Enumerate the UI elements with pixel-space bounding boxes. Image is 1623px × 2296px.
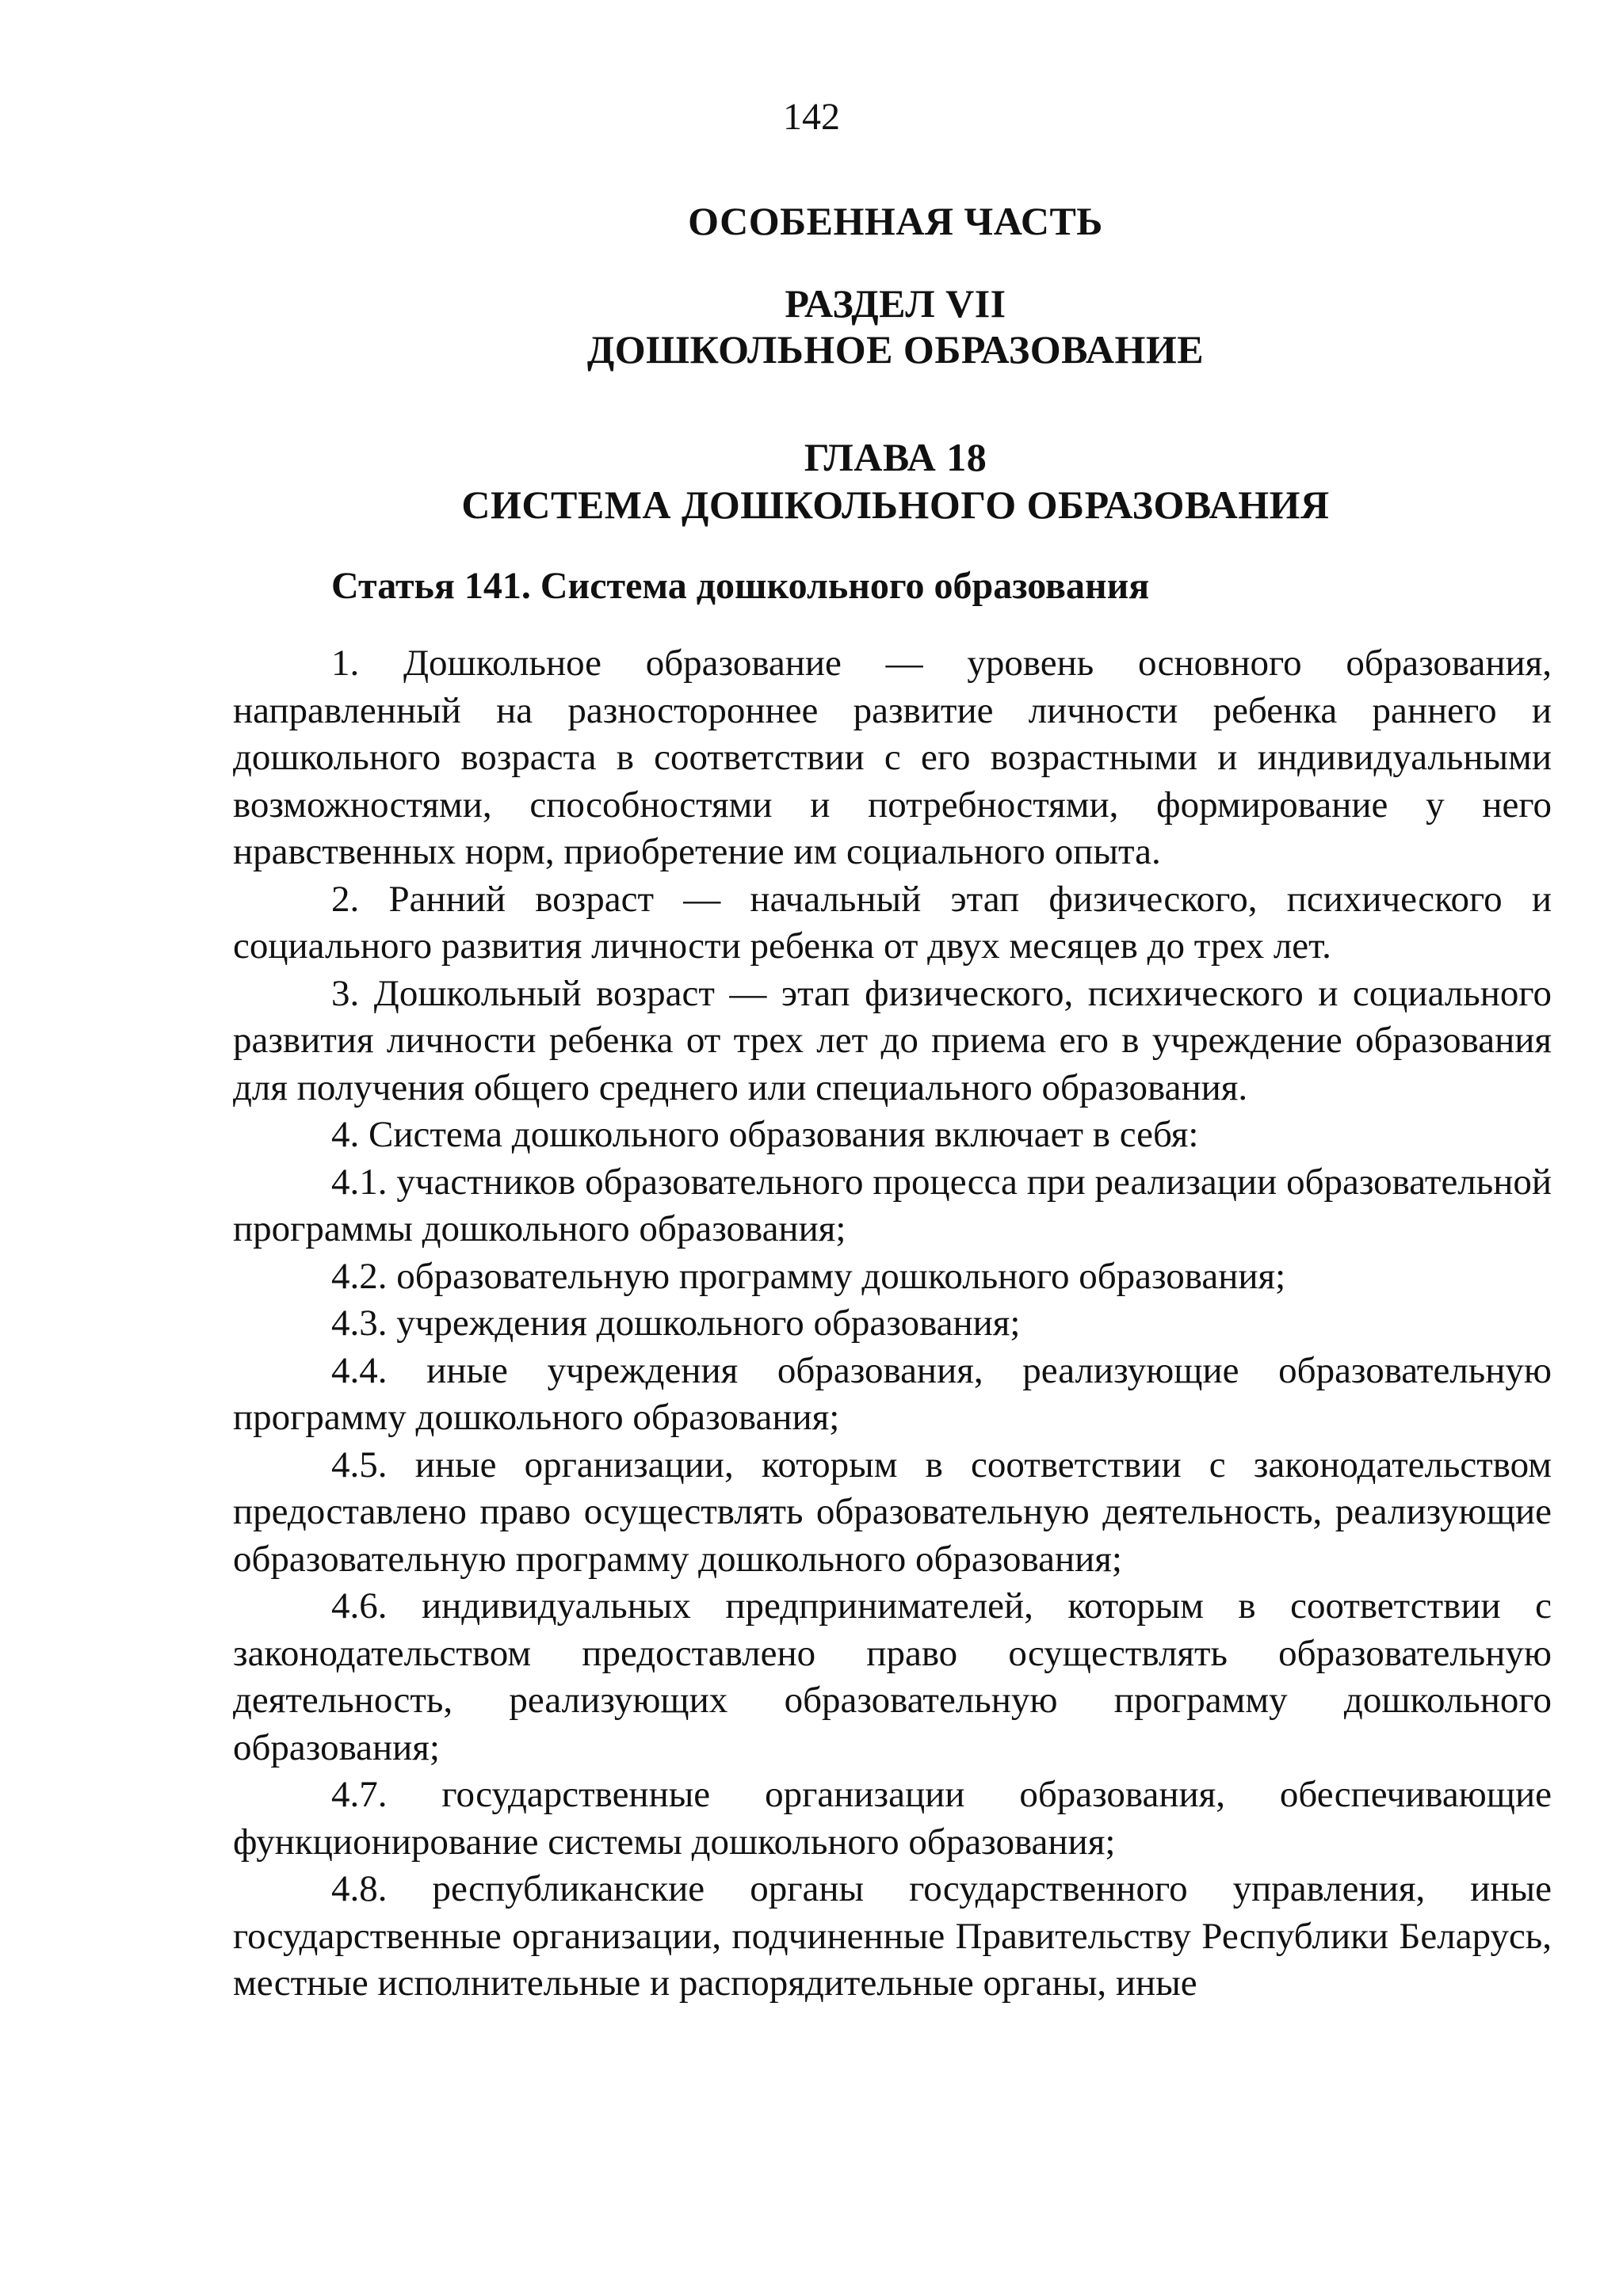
paragraph-3: 3. Дошкольный возраст — этап физического, психического и социального развития личности ребенка от трех лет до приема его в учреждение образования для получения общего среднего или специального образования.	[233, 972, 1552, 1108]
chapter-title: СИСТЕМА ДОШКОЛЬНОГО ОБРАЗОВАНИЯ	[461, 482, 1330, 527]
paragraph-4-6: 4.6. индивидуальных предпринимателей, которым в соответствии с законодательством предоставлено право осуществлять образовательную деятельность, реализующих образовательную программу дошкольного образования;	[233, 1585, 1552, 1768]
article-title: Статья 141. Система дошкольного образования	[331, 565, 1150, 607]
paragraph-4-3: 4.3. учреждения дошкольного образования;	[331, 1302, 1021, 1344]
paragraph-4-4: 4.4. иные учреждения образования, реализующие образовательную программу дошкольного образования;	[233, 1349, 1552, 1438]
section-number: РАЗДЕЛ VII	[785, 281, 1006, 326]
part-title: ОСОБЕННАЯ ЧАСТЬ	[688, 199, 1103, 243]
section-title: ДОШКОЛЬНОЕ ОБРАЗОВАНИЕ	[586, 327, 1205, 372]
paragraph-2: 2. Ранний возраст — начальный этап физического, психического и социального развития личности ребенка от двух месяцев до трех лет.	[233, 878, 1552, 967]
chapter-number: ГЛАВА 18	[804, 435, 987, 479]
paragraph-4-8: 4.8. республиканские органы государственного управления, иные государственные организации, подчиненные Правительству Республики Беларусь, местные исполнительные и распорядительные органы, иные	[233, 1868, 1552, 2004]
paragraph-4-5: 4.5. иные организации, которым в соответствии с законодательством предоставлено право осуществлять образовательную деятельность, реализующие образовательную программу дошкольного образования;	[233, 1444, 1552, 1580]
paragraph-4: 4. Система дошкольного образования включает в себя:	[331, 1114, 1199, 1155]
article-body	[233, 640, 1552, 2008]
paragraph-4-7: 4.7. государственные организации образования, обеспечивающие функционирование системы дошкольного образования;	[233, 1774, 1552, 1863]
paragraph-4-1: 4.1. участников образовательного процесса при реализации образовательной программы дошкольного образования;	[233, 1161, 1552, 1249]
paragraph-4-2: 4.2. образовательную программу дошкольного образования;	[331, 1255, 1286, 1297]
paragraph-1: 1. Дошкольное образование — уровень основного образования, направленный на разностороннее развитие личности ребенка раннего и дошкольного возраста в соответствии с его возрастными и индивидуальными возможностями, способностями и потребностями, формирование у него нравственных норм, приобретение им социального опыта.	[233, 643, 1552, 872]
page-number: 142	[783, 96, 840, 138]
